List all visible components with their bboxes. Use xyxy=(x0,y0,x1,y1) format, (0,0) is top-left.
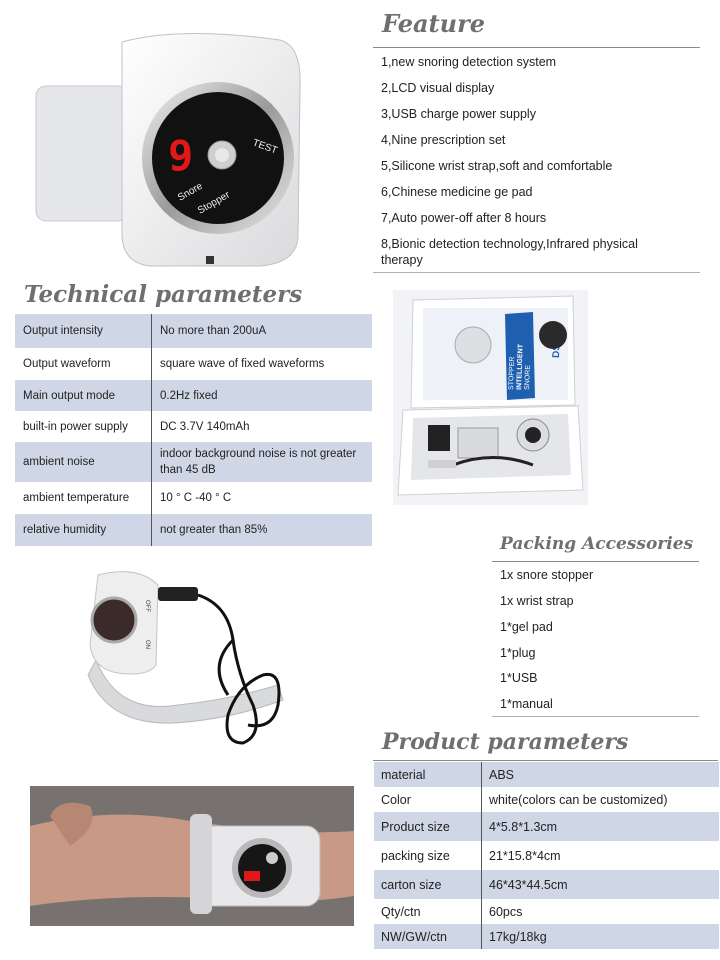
param-name: Main output mode xyxy=(15,380,152,411)
packing-bottom-rule xyxy=(492,716,699,717)
off-label: OFF xyxy=(144,600,150,612)
snore-stopper-illustration xyxy=(30,18,320,273)
feature-title: Feature xyxy=(382,9,485,38)
technical-table xyxy=(15,314,372,546)
device-photo xyxy=(30,18,320,273)
table-row xyxy=(374,870,719,899)
feature-item: 7,Auto power-off after 8 hours xyxy=(381,211,547,225)
table-row xyxy=(15,482,372,514)
wrist-wearing-illustration xyxy=(30,786,354,926)
param-name: material xyxy=(374,762,482,787)
param-name: ambient temperature xyxy=(15,482,152,514)
param-name: ambient noise xyxy=(15,442,152,482)
param-value: DC 3.7V 140mAh xyxy=(152,411,373,442)
packing-item: 1x snore stopper xyxy=(500,568,594,582)
param-value: 4*5.8*1.3cm xyxy=(482,812,720,841)
technical-title: Technical parameters xyxy=(24,281,303,308)
gift-box-photo xyxy=(393,290,588,505)
param-name: Product size xyxy=(374,812,482,841)
param-name: Output intensity xyxy=(15,314,152,348)
table-row xyxy=(15,380,372,411)
param-name: relative humidity xyxy=(15,514,152,546)
param-value: ABS xyxy=(482,762,720,787)
table-row xyxy=(374,762,719,787)
test-label: TEST xyxy=(250,137,279,157)
packing-title: Packing Accessories xyxy=(500,534,694,554)
param-name: built-in power supply xyxy=(15,411,152,442)
table-row xyxy=(15,348,372,380)
param-value: square wave of fixed waveforms xyxy=(152,348,373,380)
param-value: 10 ° C -40 ° C xyxy=(152,482,373,514)
param-value: 21*15.8*4cm xyxy=(482,841,720,870)
table-row xyxy=(374,812,719,841)
product-rule xyxy=(373,760,718,761)
table-row xyxy=(15,411,372,442)
wrist-photo xyxy=(30,786,354,926)
feature-item: 4,Nine prescription set xyxy=(381,133,506,147)
param-value: white(colors can be customized) xyxy=(482,787,720,812)
brand-line2: Stopper xyxy=(196,189,232,217)
table-row xyxy=(15,514,372,546)
table-row xyxy=(374,787,719,812)
box-line3: STOPPER xyxy=(508,356,517,391)
table-row xyxy=(374,899,719,924)
param-name: Output waveform xyxy=(15,348,152,380)
packing-item: 1x wrist strap xyxy=(500,594,574,608)
param-value: indoor background noise is not greater than 45 dB xyxy=(152,442,373,482)
param-name: packing size xyxy=(374,841,482,870)
gift-box-illustration xyxy=(393,290,588,505)
param-value: 60pcs xyxy=(482,899,720,924)
box-line2: SNORE xyxy=(524,364,532,391)
packing-item: 1*gel pad xyxy=(500,620,553,634)
feature-item: 1,new snoring detection system xyxy=(381,55,557,69)
feature-bottom-rule xyxy=(373,272,700,273)
table-row xyxy=(15,314,372,348)
feature-item: 6,Chinese medicine ge pad xyxy=(381,185,533,199)
device-with-cable-illustration xyxy=(78,565,298,750)
packing-item: 1*plug xyxy=(500,646,536,660)
on-label: ON xyxy=(144,640,150,649)
feature-item: 2,LCD visual display xyxy=(381,81,495,95)
brand-line1: Snore xyxy=(176,180,205,204)
product-table xyxy=(374,762,719,949)
table-row xyxy=(374,924,719,949)
table-row xyxy=(374,841,719,870)
packing-item: 1*USB xyxy=(500,671,538,685)
feature-item: 3,USB charge power supply xyxy=(381,107,536,121)
param-value: No more than 200uA xyxy=(152,314,373,348)
display-digit: 9 xyxy=(168,131,194,180)
feature-item: 8,Bionic detection technology,Infrared physical therapy xyxy=(381,237,638,267)
param-name: Color xyxy=(374,787,482,812)
feature-rule xyxy=(373,47,700,48)
packing-item: 1*manual xyxy=(500,697,553,711)
param-name: Qty/ctn xyxy=(374,899,482,924)
table-row xyxy=(15,442,372,482)
packing-rule xyxy=(492,561,699,562)
param-value: 0.2Hz fixed xyxy=(152,380,373,411)
param-name: carton size xyxy=(374,870,482,899)
plug-photo xyxy=(78,565,298,750)
param-value: 17kg/18kg xyxy=(482,924,720,949)
box-line1: INTELLIGENT xyxy=(516,343,525,391)
param-name: NW/GW/ctn xyxy=(374,924,482,949)
product-title: Product parameters xyxy=(382,729,629,755)
param-value: 46*43*44.5cm xyxy=(482,870,720,899)
param-value: not greater than 85% xyxy=(152,514,373,546)
feature-item: 5,Silicone wrist strap,soft and comfortable xyxy=(381,159,613,173)
